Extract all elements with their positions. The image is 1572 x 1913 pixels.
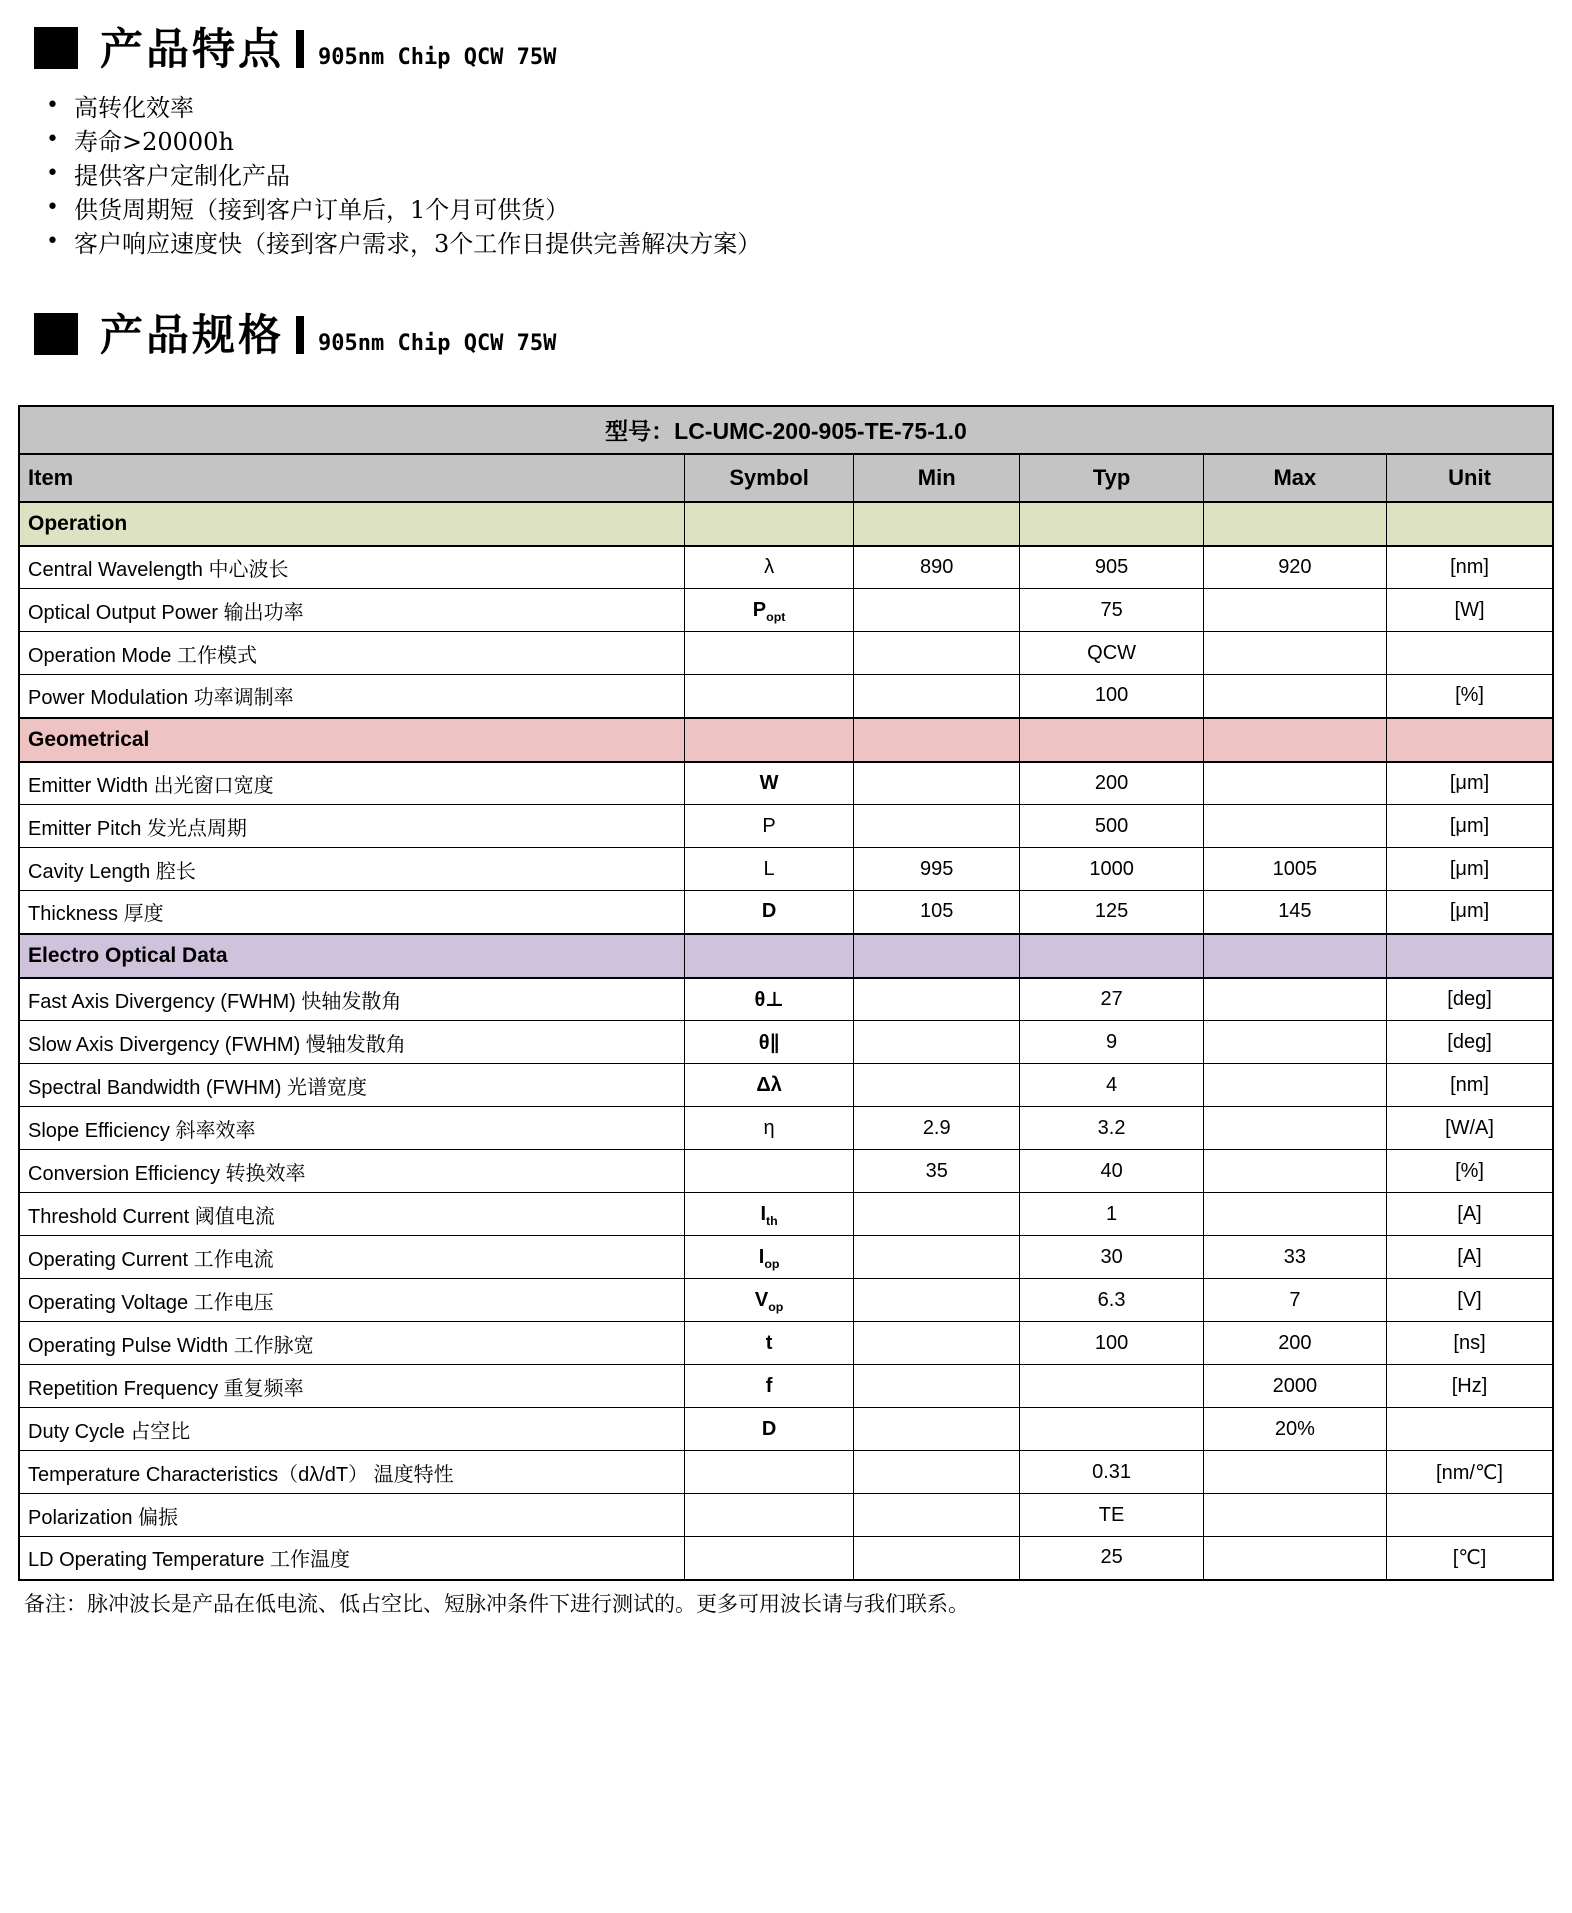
typ-cell: [1020, 1408, 1203, 1451]
symbol-cell: $I_{th}$: [685, 1193, 854, 1236]
min-cell: [854, 978, 1020, 1021]
unit-cell: [A]: [1387, 1236, 1553, 1279]
item-cell: Slow Axis Divergency (FWHM) 慢轴发散角: [19, 1021, 685, 1064]
item-cell: Emitter Pitch 发光点周期: [19, 805, 685, 848]
column-header-min: Min: [854, 454, 1020, 502]
table-row: [19, 848, 1553, 891]
group-filler-cell: [1203, 718, 1386, 762]
column-header-max: Max: [1203, 454, 1386, 502]
item-cell: LD Operating Temperature 工作温度: [19, 1537, 685, 1580]
typ-cell: 4: [1020, 1064, 1203, 1107]
item-cell: Spectral Bandwidth (FWHM) 光谱宽度: [19, 1064, 685, 1107]
item-cell: Optical Output Power 输出功率: [19, 589, 685, 632]
min-cell: [854, 1365, 1020, 1408]
max-cell: 920: [1203, 546, 1386, 589]
group-header-row: [19, 502, 1553, 546]
unit-cell: [μm]: [1387, 848, 1553, 891]
symbol-cell: $I_{op}$: [685, 1236, 854, 1279]
item-cell: Central Wavelength 中心波长: [19, 546, 685, 589]
item-cell: Duty Cycle 占空比: [19, 1408, 685, 1451]
table-row: [19, 1322, 1553, 1365]
min-cell: [854, 1494, 1020, 1537]
typ-cell: 100: [1020, 675, 1203, 718]
unit-cell: [℃]: [1387, 1537, 1553, 1580]
symbol-cell: t: [685, 1322, 854, 1365]
table-footnote: 备注：脉冲波长是产品在低电流、低占空比、短脉冲条件下进行测试的。更多可用波长请与我们联系。: [24, 1591, 969, 1616]
min-cell: 35: [854, 1150, 1020, 1193]
max-cell: [1203, 1494, 1386, 1537]
item-cell: Operating Voltage 工作电压: [19, 1279, 685, 1322]
min-cell: [854, 805, 1020, 848]
symbol-cell: [685, 675, 854, 718]
list-item: • 高转化效率: [40, 91, 1554, 125]
group-filler-cell: [685, 934, 854, 978]
max-cell: [1203, 1150, 1386, 1193]
unit-cell: [%]: [1387, 1150, 1553, 1193]
symbol-cell: D: [685, 1408, 854, 1451]
group-filler-cell: [685, 502, 854, 546]
max-cell: 145: [1203, 891, 1386, 934]
table-row: [19, 632, 1553, 675]
max-cell: [1203, 1451, 1386, 1494]
symbol-cell: θ⊥: [685, 978, 854, 1021]
typ-cell: 200: [1020, 762, 1203, 805]
group-header-row: [19, 718, 1553, 762]
unit-cell: [%]: [1387, 675, 1553, 718]
typ-cell: 1000: [1020, 848, 1203, 891]
group-filler-cell: [854, 502, 1020, 546]
max-cell: [1203, 1064, 1386, 1107]
min-cell: [854, 1537, 1020, 1580]
table-row: [19, 1365, 1553, 1408]
symbol-cell: W: [685, 762, 854, 805]
unit-cell: [ns]: [1387, 1322, 1553, 1365]
typ-cell: 500: [1020, 805, 1203, 848]
max-cell: [1203, 632, 1386, 675]
typ-cell: 40: [1020, 1150, 1203, 1193]
item-cell: Repetition Frequency 重复频率: [19, 1365, 685, 1408]
features-list: [18, 91, 1554, 261]
item-cell: Threshold Current 阈值电流: [19, 1193, 685, 1236]
typ-cell: 3.2: [1020, 1107, 1203, 1150]
column-header-symbol: Symbol: [685, 454, 854, 502]
unit-cell: [Hz]: [1387, 1365, 1553, 1408]
symbol-cell: [685, 632, 854, 675]
item-cell: Polarization 偏振: [19, 1494, 685, 1537]
max-cell: 2000: [1203, 1365, 1386, 1408]
specs-subtitle: 905nm Chip QCW 75W: [318, 330, 557, 356]
item-cell: Operating Current 工作电流: [19, 1236, 685, 1279]
unit-cell: [A]: [1387, 1193, 1553, 1236]
group-filler-cell: [1203, 934, 1386, 978]
min-cell: 995: [854, 848, 1020, 891]
table-row: [19, 1408, 1553, 1451]
group-filler-cell: [1387, 718, 1553, 762]
max-cell: [1203, 978, 1386, 1021]
group-header-row: [19, 934, 1553, 978]
symbol-cell: D: [685, 891, 854, 934]
unit-cell: [1387, 1494, 1553, 1537]
symbol-cell: $V_{op}$: [685, 1279, 854, 1322]
group-filler-cell: [854, 934, 1020, 978]
max-cell: 33: [1203, 1236, 1386, 1279]
symbol-cell: f: [685, 1365, 854, 1408]
unit-cell: [μm]: [1387, 891, 1553, 934]
symbol-cell: $P_{opt}$: [685, 589, 854, 632]
table-row: [19, 1150, 1553, 1193]
vertical-bar-divider: [296, 30, 304, 68]
spacer: [18, 262, 1554, 308]
model-number-row: [19, 406, 1553, 454]
unit-cell: [1387, 632, 1553, 675]
min-cell: [854, 675, 1020, 718]
min-cell: [854, 1021, 1020, 1064]
table-row: [19, 1279, 1553, 1322]
unit-cell: [μm]: [1387, 805, 1553, 848]
unit-cell: [W/A]: [1387, 1107, 1553, 1150]
group-filler-cell: [854, 718, 1020, 762]
table-row: [19, 1064, 1553, 1107]
table-row: [19, 1537, 1553, 1580]
group-filler-cell: [1020, 502, 1203, 546]
item-cell: Cavity Length 腔长: [19, 848, 685, 891]
symbol-cell: P: [685, 805, 854, 848]
min-cell: [854, 1408, 1020, 1451]
typ-cell: TE: [1020, 1494, 1203, 1537]
table-row: [19, 1236, 1553, 1279]
symbol-cell: Δλ: [685, 1064, 854, 1107]
item-cell: Emitter Width 出光窗口宽度: [19, 762, 685, 805]
table-row: [19, 805, 1553, 848]
max-cell: 20%: [1203, 1408, 1386, 1451]
min-cell: [854, 1322, 1020, 1365]
list-item: • 供货周期短（接到客户订单后，1个月可供货）: [40, 193, 1554, 227]
table-row: [19, 675, 1553, 718]
unit-cell: [deg]: [1387, 978, 1553, 1021]
symbol-cell: λ: [685, 546, 854, 589]
table-row: [19, 891, 1553, 934]
features-section-heading: [18, 22, 1554, 73]
item-cell: Thickness 厚度: [19, 891, 685, 934]
group-filler-cell: [685, 718, 854, 762]
typ-cell: 125: [1020, 891, 1203, 934]
item-cell: Slope Efficiency 斜率效率: [19, 1107, 685, 1150]
max-cell: [1203, 675, 1386, 718]
unit-cell: [nm]: [1387, 546, 1553, 589]
min-cell: [854, 762, 1020, 805]
min-cell: [854, 1064, 1020, 1107]
black-square-icon: [34, 313, 78, 355]
table-row: [19, 978, 1553, 1021]
specification-table: [18, 405, 1554, 1581]
group-filler-cell: [1020, 718, 1203, 762]
unit-cell: [1387, 1408, 1553, 1451]
min-cell: [854, 1236, 1020, 1279]
item-cell: Conversion Efficiency 转换效率: [19, 1150, 685, 1193]
min-cell: 105: [854, 891, 1020, 934]
item-cell: Temperature Characteristics（dλ/dT） 温度特性: [19, 1451, 685, 1494]
max-cell: [1203, 1537, 1386, 1580]
symbol-cell: η: [685, 1107, 854, 1150]
max-cell: [1203, 762, 1386, 805]
max-cell: [1203, 805, 1386, 848]
max-cell: 1005: [1203, 848, 1386, 891]
typ-cell: 25: [1020, 1537, 1203, 1580]
group-name-cell: Operation: [19, 502, 685, 546]
symbol-cell: [685, 1494, 854, 1537]
table-row: [19, 762, 1553, 805]
typ-cell: 9: [1020, 1021, 1203, 1064]
max-cell: 7: [1203, 1279, 1386, 1322]
min-cell: [854, 1193, 1020, 1236]
list-item: • 寿命>20000h: [40, 125, 1554, 159]
max-cell: [1203, 1107, 1386, 1150]
black-square-icon: [34, 27, 78, 69]
symbol-cell: θ∥: [685, 1021, 854, 1064]
typ-cell: 100: [1020, 1322, 1203, 1365]
list-item: • 提供客户定制化产品: [40, 159, 1554, 193]
column-header-unit: Unit: [1387, 454, 1553, 502]
min-cell: [854, 1451, 1020, 1494]
symbol-cell: [685, 1150, 854, 1193]
min-cell: 890: [854, 546, 1020, 589]
max-cell: [1203, 589, 1386, 632]
table-row: [19, 1021, 1553, 1064]
table-row: [19, 1494, 1553, 1537]
max-cell: [1203, 1193, 1386, 1236]
item-cell: Operating Pulse Width 工作脉宽: [19, 1322, 685, 1365]
specs-title: 产品规格: [100, 310, 284, 361]
column-header-typ: Typ: [1020, 454, 1203, 502]
typ-cell: [1020, 1365, 1203, 1408]
item-cell: Operation Mode 工作模式: [19, 632, 685, 675]
unit-cell: [deg]: [1387, 1021, 1553, 1064]
min-cell: 2.9: [854, 1107, 1020, 1150]
symbol-cell: [685, 1451, 854, 1494]
min-cell: [854, 589, 1020, 632]
features-title: 产品特点: [100, 25, 284, 75]
item-cell: Power Modulation 功率调制率: [19, 675, 685, 718]
max-cell: [1203, 1021, 1386, 1064]
vertical-bar-divider: [296, 316, 304, 354]
group-filler-cell: [1387, 934, 1553, 978]
min-cell: [854, 1279, 1020, 1322]
group-name-cell: Electro Optical Data: [19, 934, 685, 978]
symbol-cell: L: [685, 848, 854, 891]
symbol-cell: [685, 1537, 854, 1580]
specs-section-heading: [18, 308, 1554, 359]
typ-cell: 0.31: [1020, 1451, 1203, 1494]
column-header-item: Item: [19, 454, 685, 502]
typ-cell: QCW: [1020, 632, 1203, 675]
list-item: • 客户响应速度快（接到客户需求，3个工作日提供完善解决方案）: [40, 227, 1554, 261]
features-subtitle: 905nm Chip QCW 75W: [318, 45, 557, 70]
table-row: [19, 546, 1553, 589]
typ-cell: 30: [1020, 1236, 1203, 1279]
table-row: [19, 589, 1553, 632]
unit-cell: [W]: [1387, 589, 1553, 632]
table-header-row: [19, 454, 1553, 502]
model-number-cell: 型号：LC-UMC-200-905-TE-75-1.0: [19, 406, 1553, 454]
group-filler-cell: [1020, 934, 1203, 978]
max-cell: 200: [1203, 1322, 1386, 1365]
spacer: [18, 365, 1554, 405]
typ-cell: 27: [1020, 978, 1203, 1021]
group-filler-cell: [1387, 502, 1553, 546]
table-row: [19, 1107, 1553, 1150]
typ-cell: 1: [1020, 1193, 1203, 1236]
unit-cell: [V]: [1387, 1279, 1553, 1322]
item-cell: Fast Axis Divergency (FWHM) 快轴发散角: [19, 978, 685, 1021]
typ-cell: 75: [1020, 589, 1203, 632]
typ-cell: 905: [1020, 546, 1203, 589]
group-filler-cell: [1203, 502, 1386, 546]
table-row: [19, 1451, 1553, 1494]
typ-cell: 6.3: [1020, 1279, 1203, 1322]
unit-cell: [nm]: [1387, 1064, 1553, 1107]
table-row: [19, 1193, 1553, 1236]
unit-cell: [μm]: [1387, 762, 1553, 805]
unit-cell: [nm/℃]: [1387, 1451, 1553, 1494]
min-cell: [854, 632, 1020, 675]
group-name-cell: Geometrical: [19, 718, 685, 762]
